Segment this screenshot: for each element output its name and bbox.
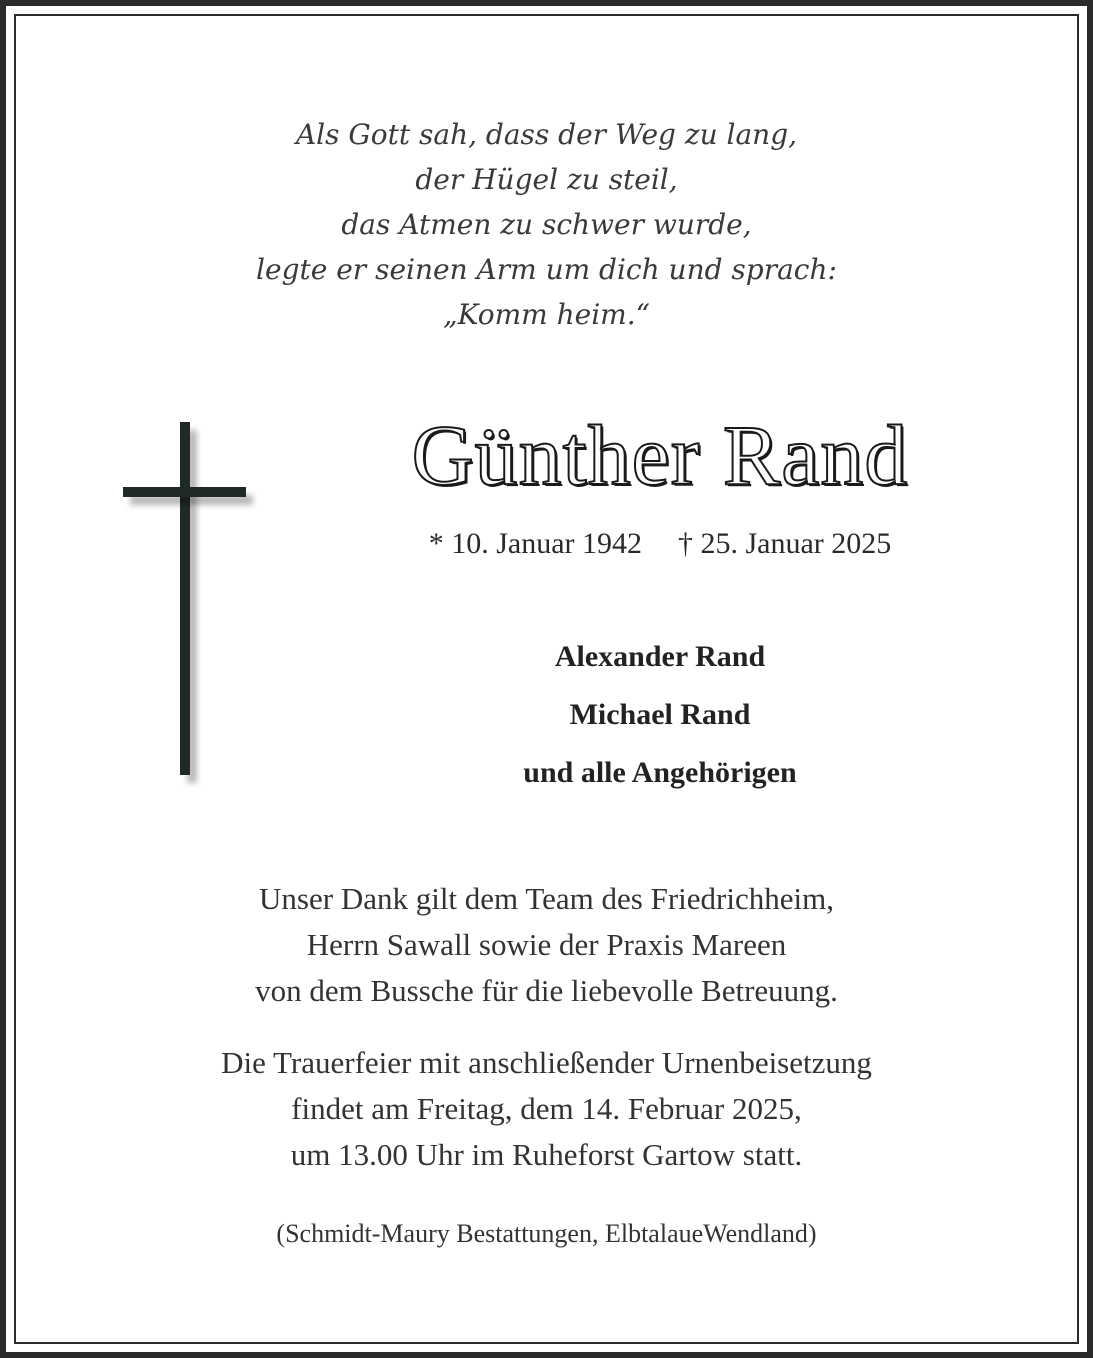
mourners-list [360, 628, 960, 802]
thanks-line: Herrn Sawall sowie der Praxis Mareen [306, 927, 787, 962]
mourner: Alexander Rand [554, 640, 766, 673]
poem-line: das Atmen zu schwer wurde, [341, 208, 752, 241]
cross-vertical-bar [180, 422, 190, 775]
service-line: Die Trauerfeier mit anschließender Urnenbeisetzung [221, 1045, 872, 1080]
birth-date: * 10. Januar 1942 [428, 527, 642, 560]
cross-horizontal-bar [123, 487, 246, 497]
mourner: Michael Rand [569, 698, 751, 731]
cross-icon [110, 418, 260, 798]
service-info [0, 1040, 1093, 1178]
service-line: findet am Freitag, dem 14. Februar 2025, [291, 1091, 802, 1126]
thanks-line: von dem Bussche für die liebevolle Betreuung. [255, 973, 838, 1008]
mourner: und alle Angehörigen [523, 756, 797, 789]
thanks-text [0, 876, 1093, 1014]
poem-line: der Hügel zu steil, [415, 163, 678, 196]
poem [0, 112, 1093, 337]
service-line: um 13.00 Uhr im Ruheforst Gartow statt. [290, 1137, 803, 1172]
poem-line: Als Gott sah, dass der Weg zu lang, [295, 118, 798, 151]
deceased-name: Günther Rand [411, 407, 909, 503]
poem-line: „Komm heim.“ [443, 298, 650, 331]
poem-line: legte er seinen Arm um dich und sprach: [256, 253, 837, 286]
life-dates [360, 524, 960, 564]
thanks-line: Unser Dank gilt dem Team des Friedrichheim, [259, 881, 834, 916]
death-date: † 25. Januar 2025 [678, 527, 892, 560]
undertaker-credit: (Schmidt-Maury Bestattungen, ElbtalaueWendland) [276, 1219, 817, 1248]
